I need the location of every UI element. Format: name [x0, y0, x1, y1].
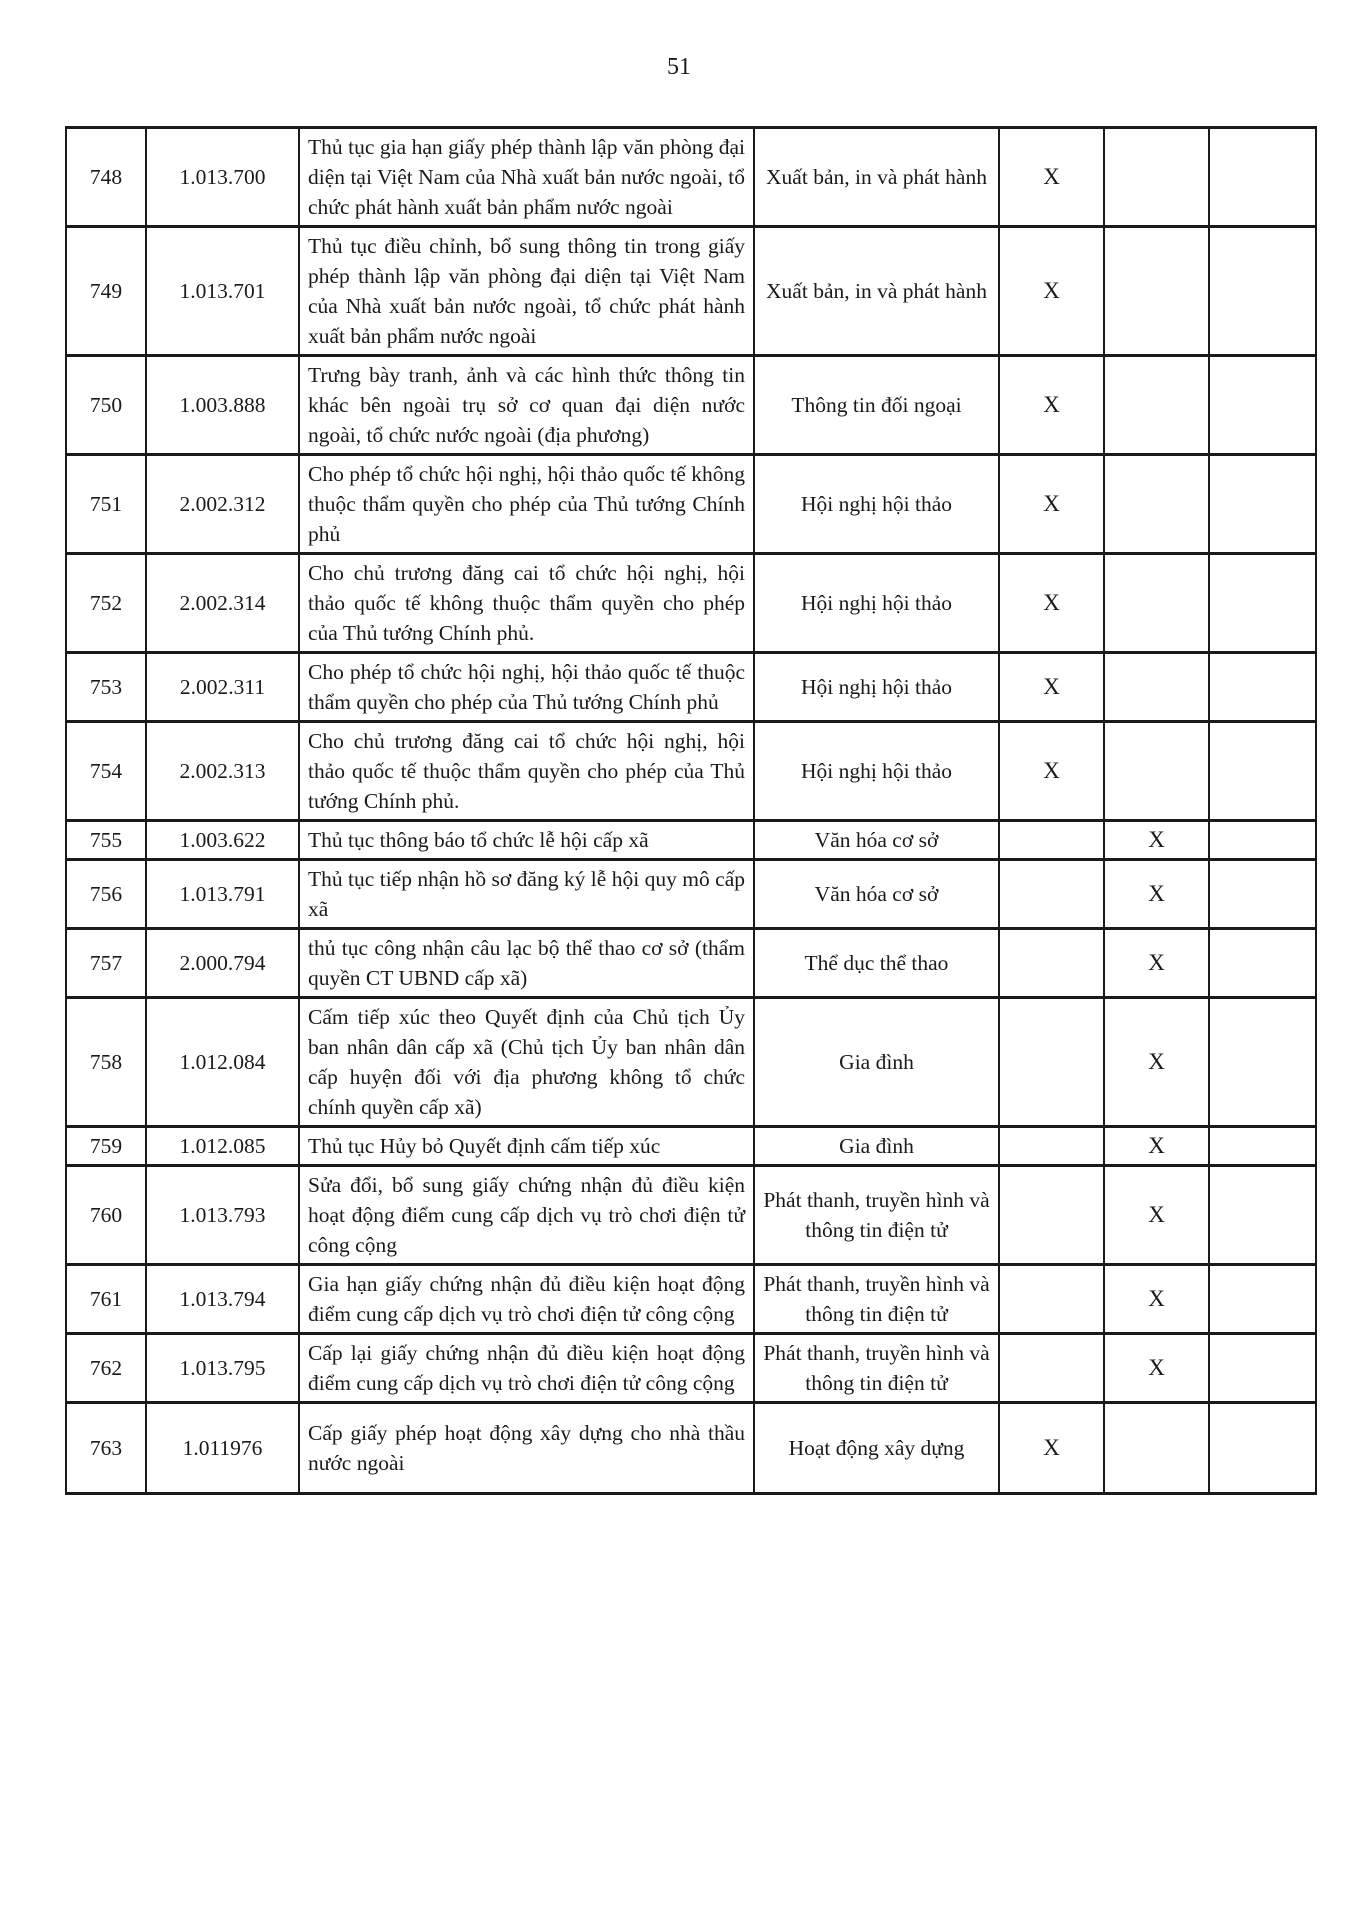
- row-number-cell: 758: [66, 998, 146, 1127]
- table-row: [66, 860, 1316, 929]
- procedure-name-cell: Cấp lại giấy chứng nhận đủ điều kiện hoạt động điểm cung cấp dịch vụ trò chơi điện tử công cộng: [299, 1334, 754, 1403]
- procedure-name-cell: Sửa đổi, bổ sung giấy chứng nhận đủ điều kiện hoạt động điểm cung cấp dịch vụ trò chơi điện tử công cộng: [299, 1166, 754, 1265]
- mark-cell-3: [1209, 1265, 1316, 1334]
- row-number-cell: 757: [66, 929, 146, 998]
- row-number-cell: 754: [66, 722, 146, 821]
- mark-cell-3: [1209, 1127, 1316, 1166]
- field-cell: Xuất bản, in và phát hành: [754, 227, 999, 356]
- row-number-cell: 749: [66, 227, 146, 356]
- mark-cell-2: [1104, 455, 1209, 554]
- mark-cell-2: X: [1104, 1334, 1209, 1403]
- procedure-name-cell: Thủ tục điều chỉnh, bổ sung thông tin trong giấy phép thành lập văn phòng đại diện tại Việt Nam của Nhà xuất bản nước ngoài, tổ chức phát hành xuất bản phẩm nước ngoài: [299, 227, 754, 356]
- field-cell: Thể dục thể thao: [754, 929, 999, 998]
- field-cell: Hội nghị hội thảo: [754, 554, 999, 653]
- mark-cell-2: X: [1104, 860, 1209, 929]
- table-row: [66, 1127, 1316, 1166]
- mark-cell-3: [1209, 554, 1316, 653]
- mark-cell-3: [1209, 128, 1316, 227]
- mark-cell-2: [1104, 722, 1209, 821]
- table-row: [66, 1334, 1316, 1403]
- mark-cell-3: [1209, 1166, 1316, 1265]
- mark-cell-1: [999, 1265, 1104, 1334]
- mark-cell-3: [1209, 1403, 1316, 1494]
- procedure-code-cell: 1.011976: [146, 1403, 299, 1494]
- row-number-cell: 752: [66, 554, 146, 653]
- mark-cell-3: [1209, 998, 1316, 1127]
- mark-cell-1: [999, 998, 1104, 1127]
- procedure-name-cell: Cho chủ trương đăng cai tổ chức hội nghị, hội thảo quốc tế thuộc thẩm quyền cho phép của Thủ tướng Chính phủ.: [299, 722, 754, 821]
- mark-cell-2: [1104, 128, 1209, 227]
- field-cell: Hoạt động xây dựng: [754, 1403, 999, 1494]
- table-row: [66, 929, 1316, 998]
- table-row: [66, 455, 1316, 554]
- mark-cell-1: [999, 929, 1104, 998]
- field-cell: Văn hóa cơ sở: [754, 860, 999, 929]
- row-number-cell: 755: [66, 821, 146, 860]
- mark-cell-2: [1104, 227, 1209, 356]
- table-row: [66, 1403, 1316, 1494]
- procedure-name-cell: Gia hạn giấy chứng nhận đủ điều kiện hoạt động điểm cung cấp dịch vụ trò chơi điện tử công cộng: [299, 1265, 754, 1334]
- mark-cell-1: [999, 1127, 1104, 1166]
- mark-cell-1: [999, 1166, 1104, 1265]
- mark-cell-3: [1209, 455, 1316, 554]
- mark-cell-1: [999, 860, 1104, 929]
- mark-cell-3: [1209, 860, 1316, 929]
- mark-cell-2: X: [1104, 1265, 1209, 1334]
- table-row: [66, 653, 1316, 722]
- mark-cell-1: X: [999, 722, 1104, 821]
- procedure-code-cell: 1.013.794: [146, 1265, 299, 1334]
- mark-cell-2: X: [1104, 821, 1209, 860]
- mark-cell-3: [1209, 821, 1316, 860]
- field-cell: Phát thanh, truyền hình và thông tin điện tử: [754, 1166, 999, 1265]
- mark-cell-1: X: [999, 227, 1104, 356]
- row-number-cell: 760: [66, 1166, 146, 1265]
- procedure-code-cell: 2.002.313: [146, 722, 299, 821]
- mark-cell-2: X: [1104, 1127, 1209, 1166]
- table-row: [66, 227, 1316, 356]
- procedure-code-cell: 1.012.084: [146, 998, 299, 1127]
- procedure-name-cell: Cho chủ trương đăng cai tổ chức hội nghị, hội thảo quốc tế không thuộc thẩm quyền cho phép của Thủ tướng Chính phủ.: [299, 554, 754, 653]
- table-row: [66, 356, 1316, 455]
- row-number-cell: 762: [66, 1334, 146, 1403]
- field-cell: Gia đình: [754, 1127, 999, 1166]
- field-cell: Văn hóa cơ sở: [754, 821, 999, 860]
- mark-cell-2: [1104, 356, 1209, 455]
- procedure-code-cell: 1.013.795: [146, 1334, 299, 1403]
- procedure-code-cell: 1.013.791: [146, 860, 299, 929]
- mark-cell-2: [1104, 554, 1209, 653]
- procedure-name-cell: Thủ tục thông báo tổ chức lễ hội cấp xã: [299, 821, 754, 860]
- row-number-cell: 756: [66, 860, 146, 929]
- procedures-table: [65, 126, 1317, 1495]
- table-row: [66, 1265, 1316, 1334]
- field-cell: Hội nghị hội thảo: [754, 455, 999, 554]
- table-row: [66, 1166, 1316, 1265]
- procedure-name-cell: Cho phép tổ chức hội nghị, hội thảo quốc tế thuộc thẩm quyền cho phép của Thủ tướng Chính phủ: [299, 653, 754, 722]
- mark-cell-1: X: [999, 653, 1104, 722]
- procedure-code-cell: 1.013.701: [146, 227, 299, 356]
- mark-cell-1: [999, 821, 1104, 860]
- procedure-name-cell: Thủ tục gia hạn giấy phép thành lập văn phòng đại diện tại Việt Nam của Nhà xuất bản nước ngoài, tổ chức phát hành xuất bản phẩm nước ngoài: [299, 128, 754, 227]
- procedure-code-cell: 1.003.888: [146, 356, 299, 455]
- table-row: [66, 554, 1316, 653]
- mark-cell-1: X: [999, 128, 1104, 227]
- mark-cell-2: [1104, 653, 1209, 722]
- row-number-cell: 750: [66, 356, 146, 455]
- mark-cell-1: X: [999, 554, 1104, 653]
- field-cell: Hội nghị hội thảo: [754, 722, 999, 821]
- procedure-code-cell: 1.013.793: [146, 1166, 299, 1265]
- table-row: [66, 998, 1316, 1127]
- procedure-code-cell: 2.002.312: [146, 455, 299, 554]
- mark-cell-3: [1209, 722, 1316, 821]
- mark-cell-3: [1209, 356, 1316, 455]
- procedure-code-cell: 2.002.314: [146, 554, 299, 653]
- page-number: 51: [667, 54, 691, 80]
- row-number-cell: 748: [66, 128, 146, 227]
- field-cell: Gia đình: [754, 998, 999, 1127]
- mark-cell-1: X: [999, 455, 1104, 554]
- field-cell: Hội nghị hội thảo: [754, 653, 999, 722]
- mark-cell-3: [1209, 653, 1316, 722]
- mark-cell-3: [1209, 227, 1316, 356]
- field-cell: Xuất bản, in và phát hành: [754, 128, 999, 227]
- mark-cell-3: [1209, 1334, 1316, 1403]
- row-number-cell: 761: [66, 1265, 146, 1334]
- mark-cell-1: X: [999, 356, 1104, 455]
- table-row: [66, 722, 1316, 821]
- procedure-code-cell: 1.003.622: [146, 821, 299, 860]
- row-number-cell: 759: [66, 1127, 146, 1166]
- mark-cell-3: [1209, 929, 1316, 998]
- procedure-name-cell: Thủ tục Hủy bỏ Quyết định cấm tiếp xúc: [299, 1127, 754, 1166]
- procedure-code-cell: 1.012.085: [146, 1127, 299, 1166]
- table-row: [66, 128, 1316, 227]
- procedure-code-cell: 2.000.794: [146, 929, 299, 998]
- row-number-cell: 763: [66, 1403, 146, 1494]
- mark-cell-1: [999, 1334, 1104, 1403]
- procedure-code-cell: 1.013.700: [146, 128, 299, 227]
- procedure-name-cell: Cấm tiếp xúc theo Quyết định của Chủ tịch Ủy ban nhân dân cấp xã (Chủ tịch Ủy ban nhân dân cấp huyện đối với địa phương không tổ chức chính quyền cấp xã): [299, 998, 754, 1127]
- table-row: [66, 821, 1316, 860]
- mark-cell-2: X: [1104, 1166, 1209, 1265]
- procedure-name-cell: Thủ tục tiếp nhận hồ sơ đăng ký lễ hội quy mô cấp xã: [299, 860, 754, 929]
- row-number-cell: 753: [66, 653, 146, 722]
- mark-cell-2: X: [1104, 929, 1209, 998]
- procedure-name-cell: Trưng bày tranh, ảnh và các hình thức thông tin khác bên ngoài trụ sở cơ quan đại diện nước ngoài, tổ chức nước ngoài (địa phương): [299, 356, 754, 455]
- field-cell: Phát thanh, truyền hình và thông tin điện tử: [754, 1334, 999, 1403]
- mark-cell-2: X: [1104, 998, 1209, 1127]
- procedure-name-cell: Cho phép tổ chức hội nghị, hội thảo quốc tế không thuộc thẩm quyền cho phép của Thủ tướng Chính phủ: [299, 455, 754, 554]
- row-number-cell: 751: [66, 455, 146, 554]
- procedure-name-cell: Cấp giấy phép hoạt động xây dựng cho nhà thầu nước ngoài: [299, 1403, 754, 1494]
- procedure-name-cell: thủ tục công nhận câu lạc bộ thể thao cơ sở (thẩm quyền CT UBND cấp xã): [299, 929, 754, 998]
- mark-cell-2: [1104, 1403, 1209, 1494]
- procedure-table-body: [66, 128, 1316, 1494]
- mark-cell-1: X: [999, 1403, 1104, 1494]
- field-cell: Phát thanh, truyền hình và thông tin điện tử: [754, 1265, 999, 1334]
- procedure-code-cell: 2.002.311: [146, 653, 299, 722]
- field-cell: Thông tin đối ngoại: [754, 356, 999, 455]
